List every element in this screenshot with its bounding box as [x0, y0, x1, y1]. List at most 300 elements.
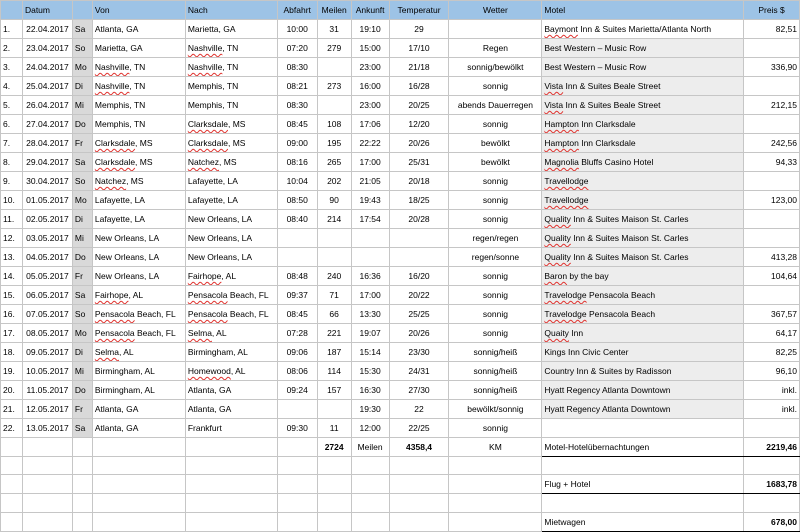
- row-number[interactable]: 9.: [1, 172, 23, 191]
- empty-cell[interactable]: [72, 494, 92, 512]
- total-km[interactable]: 4358,4: [389, 438, 449, 457]
- price-cell[interactable]: 336,90: [744, 58, 800, 77]
- weather-cell[interactable]: regen/sonne: [449, 248, 542, 267]
- weekday-cell[interactable]: Mo: [72, 58, 92, 77]
- price-cell[interactable]: 413,28: [744, 248, 800, 267]
- from-cell[interactable]: Natchez, MS: [92, 172, 185, 191]
- to-cell[interactable]: Lafayette, LA: [185, 172, 277, 191]
- from-cell[interactable]: Birmingham, AL: [92, 362, 185, 381]
- miles-cell[interactable]: 90: [317, 191, 351, 210]
- row-number[interactable]: 20.: [1, 381, 23, 400]
- temperature-cell[interactable]: 24/31: [389, 362, 449, 381]
- weekday-cell[interactable]: Do: [72, 248, 92, 267]
- summary-label[interactable]: Flug + Hotel: [542, 475, 744, 494]
- empty-cell[interactable]: [449, 475, 542, 494]
- empty-cell[interactable]: [185, 457, 277, 475]
- empty-cell[interactable]: [317, 457, 351, 475]
- to-cell[interactable]: Pensacola Beach, FL: [185, 305, 277, 324]
- weather-cell[interactable]: sonnig/bewölkt: [449, 58, 542, 77]
- weather-cell[interactable]: sonnig/heiß: [449, 362, 542, 381]
- weather-cell[interactable]: abends Dauerregen: [449, 96, 542, 115]
- temperature-cell[interactable]: 20/18: [389, 172, 449, 191]
- empty-cell[interactable]: [92, 512, 185, 531]
- arrival-cell[interactable]: 19:10: [351, 20, 389, 39]
- temperature-cell[interactable]: 16/20: [389, 267, 449, 286]
- price-cell[interactable]: 82,25: [744, 343, 800, 362]
- date-cell[interactable]: 06.05.2017: [22, 286, 72, 305]
- temperature-cell[interactable]: 22/25: [389, 419, 449, 438]
- weekday-cell[interactable]: Mi: [72, 229, 92, 248]
- temperature-cell[interactable]: 27/30: [389, 381, 449, 400]
- col-date-header[interactable]: Datum: [22, 1, 72, 20]
- departure-cell[interactable]: 08:50: [277, 191, 317, 210]
- empty-cell[interactable]: [389, 512, 449, 531]
- arrival-cell[interactable]: 19:43: [351, 191, 389, 210]
- to-cell[interactable]: New Orleans, LA: [185, 229, 277, 248]
- col-day-header[interactable]: [72, 1, 92, 20]
- to-cell[interactable]: Marietta, GA: [185, 20, 277, 39]
- empty-cell[interactable]: [351, 512, 389, 531]
- weather-cell[interactable]: bewölkt: [449, 153, 542, 172]
- summary-value[interactable]: 2219,46: [744, 438, 800, 457]
- price-cell[interactable]: 104,64: [744, 267, 800, 286]
- weekday-cell[interactable]: Mo: [72, 324, 92, 343]
- to-cell[interactable]: Memphis, TN: [185, 96, 277, 115]
- from-cell[interactable]: New Orleans, LA: [92, 229, 185, 248]
- motel-cell[interactable]: Quaity Inn: [542, 324, 744, 343]
- weather-cell[interactable]: sonnig: [449, 324, 542, 343]
- row-number[interactable]: 4.: [1, 77, 23, 96]
- miles-cell[interactable]: 221: [317, 324, 351, 343]
- to-cell[interactable]: Natchez, MS: [185, 153, 277, 172]
- date-cell[interactable]: 11.05.2017: [22, 381, 72, 400]
- empty-cell[interactable]: [744, 457, 800, 475]
- temperature-cell[interactable]: 21/18: [389, 58, 449, 77]
- date-cell[interactable]: 12.05.2017: [22, 400, 72, 419]
- price-cell[interactable]: 64,17: [744, 324, 800, 343]
- miles-cell[interactable]: 187: [317, 343, 351, 362]
- arrival-cell[interactable]: 12:00: [351, 419, 389, 438]
- departure-cell[interactable]: 08:16: [277, 153, 317, 172]
- to-cell[interactable]: Lafayette, LA: [185, 191, 277, 210]
- date-cell[interactable]: 27.04.2017: [22, 115, 72, 134]
- departure-cell[interactable]: 07:20: [277, 39, 317, 58]
- date-cell[interactable]: 23.04.2017: [22, 39, 72, 58]
- to-cell[interactable]: New Orleans, LA: [185, 248, 277, 267]
- to-cell[interactable]: Pensacola Beach, FL: [185, 286, 277, 305]
- to-cell[interactable]: New Orleans, LA: [185, 210, 277, 229]
- from-cell[interactable]: Clarksdale, MS: [92, 134, 185, 153]
- motel-cell[interactable]: Vista Inn & Suites Beale Street: [542, 77, 744, 96]
- weather-cell[interactable]: sonnig: [449, 115, 542, 134]
- col-arr-header[interactable]: Ankunft: [351, 1, 389, 20]
- weekday-cell[interactable]: Di: [72, 210, 92, 229]
- miles-cell[interactable]: [317, 96, 351, 115]
- motel-cell[interactable]: Quality Inn & Suites Maison St. Carles: [542, 210, 744, 229]
- empty-cell[interactable]: [22, 438, 72, 457]
- from-cell[interactable]: Atlanta, GA: [92, 20, 185, 39]
- weather-cell[interactable]: sonnig/heiß: [449, 343, 542, 362]
- price-cell[interactable]: 242,56: [744, 134, 800, 153]
- row-number[interactable]: 16.: [1, 305, 23, 324]
- departure-cell[interactable]: 08:30: [277, 96, 317, 115]
- col-motel-header[interactable]: Motel: [542, 1, 744, 20]
- empty-cell[interactable]: [1, 475, 23, 494]
- from-cell[interactable]: Memphis, TN: [92, 96, 185, 115]
- from-cell[interactable]: Memphis, TN: [92, 115, 185, 134]
- weather-cell[interactable]: sonnig: [449, 305, 542, 324]
- departure-cell[interactable]: 09:24: [277, 381, 317, 400]
- weekday-cell[interactable]: Fr: [72, 267, 92, 286]
- empty-cell[interactable]: [1, 438, 23, 457]
- weekday-cell[interactable]: Mi: [72, 96, 92, 115]
- empty-cell[interactable]: [389, 494, 449, 512]
- from-cell[interactable]: Fairhope, AL: [92, 286, 185, 305]
- departure-cell[interactable]: 08:21: [277, 77, 317, 96]
- temperature-cell[interactable]: 12/20: [389, 115, 449, 134]
- date-cell[interactable]: 26.04.2017: [22, 96, 72, 115]
- empty-cell[interactable]: [351, 494, 389, 512]
- empty-cell[interactable]: [277, 494, 317, 512]
- miles-cell[interactable]: 108: [317, 115, 351, 134]
- weekday-cell[interactable]: Sa: [72, 20, 92, 39]
- total-miles-label[interactable]: Meilen: [351, 438, 389, 457]
- arrival-cell[interactable]: 15:14: [351, 343, 389, 362]
- summary-value[interactable]: 678,00: [744, 512, 800, 531]
- empty-cell[interactable]: [22, 494, 72, 512]
- miles-cell[interactable]: 66: [317, 305, 351, 324]
- arrival-cell[interactable]: [351, 229, 389, 248]
- departure-cell[interactable]: 08:40: [277, 210, 317, 229]
- weather-cell[interactable]: sonnig/heiß: [449, 381, 542, 400]
- price-cell[interactable]: inkl.: [744, 400, 800, 419]
- from-cell[interactable]: New Orleans, LA: [92, 267, 185, 286]
- empty-cell[interactable]: [317, 475, 351, 494]
- weekday-cell[interactable]: Sa: [72, 153, 92, 172]
- row-number[interactable]: 13.: [1, 248, 23, 267]
- miles-cell[interactable]: 279: [317, 39, 351, 58]
- to-cell[interactable]: Fairhope, AL: [185, 267, 277, 286]
- row-number[interactable]: 14.: [1, 267, 23, 286]
- miles-cell[interactable]: 114: [317, 362, 351, 381]
- empty-cell[interactable]: [92, 457, 185, 475]
- empty-cell[interactable]: [72, 457, 92, 475]
- arrival-cell[interactable]: 19:30: [351, 400, 389, 419]
- temperature-cell[interactable]: 20/26: [389, 324, 449, 343]
- row-number[interactable]: 1.: [1, 20, 23, 39]
- col-from-header[interactable]: Von: [92, 1, 185, 20]
- arrival-cell[interactable]: 17:00: [351, 286, 389, 305]
- price-cell[interactable]: 82,51: [744, 20, 800, 39]
- to-cell[interactable]: Nashville, TN: [185, 58, 277, 77]
- empty-cell[interactable]: [1, 512, 23, 531]
- price-cell[interactable]: inkl.: [744, 381, 800, 400]
- col-nr-header[interactable]: [1, 1, 23, 20]
- row-number[interactable]: 5.: [1, 96, 23, 115]
- from-cell[interactable]: Clarksdale, MS: [92, 153, 185, 172]
- empty-cell[interactable]: [72, 438, 92, 457]
- empty-cell[interactable]: [72, 512, 92, 531]
- miles-cell[interactable]: 240: [317, 267, 351, 286]
- weather-cell[interactable]: sonnig: [449, 172, 542, 191]
- empty-cell[interactable]: [351, 457, 389, 475]
- arrival-cell[interactable]: 13:30: [351, 305, 389, 324]
- from-cell[interactable]: Birmingham, AL: [92, 381, 185, 400]
- temperature-cell[interactable]: 20/26: [389, 134, 449, 153]
- temperature-cell[interactable]: [389, 229, 449, 248]
- price-cell[interactable]: [744, 115, 800, 134]
- empty-cell[interactable]: [92, 475, 185, 494]
- empty-cell[interactable]: [277, 457, 317, 475]
- price-cell[interactable]: [744, 39, 800, 58]
- miles-cell[interactable]: 195: [317, 134, 351, 153]
- total-km-label[interactable]: KM: [449, 438, 542, 457]
- col-price-header[interactable]: Preis $: [744, 1, 800, 20]
- from-cell[interactable]: New Orleans, LA: [92, 248, 185, 267]
- empty-cell[interactable]: [185, 438, 277, 457]
- row-number[interactable]: 19.: [1, 362, 23, 381]
- arrival-cell[interactable]: 21:05: [351, 172, 389, 191]
- arrival-cell[interactable]: 15:00: [351, 39, 389, 58]
- to-cell[interactable]: Atlanta, GA: [185, 400, 277, 419]
- empty-cell[interactable]: [744, 494, 800, 512]
- weather-cell[interactable]: sonnig: [449, 267, 542, 286]
- arrival-cell[interactable]: 16:00: [351, 77, 389, 96]
- temperature-cell[interactable]: [389, 248, 449, 267]
- weather-cell[interactable]: sonnig: [449, 191, 542, 210]
- row-number[interactable]: 11.: [1, 210, 23, 229]
- temperature-cell[interactable]: 16/28: [389, 77, 449, 96]
- weather-cell[interactable]: sonnig: [449, 77, 542, 96]
- empty-cell[interactable]: [1, 457, 23, 475]
- col-temp-header[interactable]: Temperatur: [389, 1, 449, 20]
- row-number[interactable]: 3.: [1, 58, 23, 77]
- empty-cell[interactable]: [389, 457, 449, 475]
- motel-cell[interactable]: Best Western – Music Row: [542, 58, 744, 77]
- date-cell[interactable]: 30.04.2017: [22, 172, 72, 191]
- from-cell[interactable]: Lafayette, LA: [92, 191, 185, 210]
- miles-cell[interactable]: [317, 58, 351, 77]
- weather-cell[interactable]: [449, 20, 542, 39]
- empty-cell[interactable]: [22, 475, 72, 494]
- to-cell[interactable]: Atlanta, GA: [185, 381, 277, 400]
- motel-cell[interactable]: Hyatt Regency Atlanta Downtown: [542, 381, 744, 400]
- motel-cell[interactable]: Quality Inn & Suites Maison St. Carles: [542, 229, 744, 248]
- departure-cell[interactable]: 08:06: [277, 362, 317, 381]
- date-cell[interactable]: 02.05.2017: [22, 210, 72, 229]
- motel-cell[interactable]: [542, 172, 744, 191]
- motel-cell[interactable]: [542, 191, 744, 210]
- arrival-cell[interactable]: 23:00: [351, 96, 389, 115]
- arrival-cell[interactable]: 16:36: [351, 267, 389, 286]
- departure-cell[interactable]: [277, 400, 317, 419]
- miles-cell[interactable]: 157: [317, 381, 351, 400]
- departure-cell[interactable]: 08:45: [277, 115, 317, 134]
- date-cell[interactable]: 29.04.2017: [22, 153, 72, 172]
- empty-cell[interactable]: [185, 475, 277, 494]
- from-cell[interactable]: Pensacola Beach, FL: [92, 324, 185, 343]
- empty-cell[interactable]: [542, 494, 744, 512]
- temperature-cell[interactable]: 29: [389, 20, 449, 39]
- to-cell[interactable]: Memphis, TN: [185, 77, 277, 96]
- motel-cell[interactable]: Hyatt Regency Atlanta Downtown: [542, 400, 744, 419]
- weather-cell[interactable]: sonnig: [449, 210, 542, 229]
- date-cell[interactable]: 05.05.2017: [22, 267, 72, 286]
- motel-cell[interactable]: Country Inn & Suites by Radisson: [542, 362, 744, 381]
- empty-cell[interactable]: [277, 438, 317, 457]
- departure-cell[interactable]: 08:30: [277, 58, 317, 77]
- col-dep-header[interactable]: Abfahrt: [277, 1, 317, 20]
- motel-cell[interactable]: Travelodge Pensacola Beach: [542, 286, 744, 305]
- temperature-cell[interactable]: 25/25: [389, 305, 449, 324]
- empty-cell[interactable]: [542, 457, 744, 475]
- miles-cell[interactable]: [317, 248, 351, 267]
- date-cell[interactable]: 24.04.2017: [22, 58, 72, 77]
- motel-cell[interactable]: Baymont Inn & Suites Marietta/Atlanta North: [542, 20, 744, 39]
- date-cell[interactable]: 01.05.2017: [22, 191, 72, 210]
- col-miles-header[interactable]: Meilen: [317, 1, 351, 20]
- date-cell[interactable]: 22.04.2017: [22, 20, 72, 39]
- motel-cell[interactable]: Vista Inn & Suites Beale Street: [542, 96, 744, 115]
- row-number[interactable]: 8.: [1, 153, 23, 172]
- summary-label[interactable]: Motel-Hotelübernachtungen: [542, 438, 744, 457]
- row-number[interactable]: 15.: [1, 286, 23, 305]
- row-number[interactable]: 2.: [1, 39, 23, 58]
- departure-cell[interactable]: 09:37: [277, 286, 317, 305]
- weather-cell[interactable]: sonnig: [449, 286, 542, 305]
- to-cell[interactable]: Selma, AL: [185, 324, 277, 343]
- empty-cell[interactable]: [449, 512, 542, 531]
- row-number[interactable]: 6.: [1, 115, 23, 134]
- from-cell[interactable]: Nashville, TN: [92, 77, 185, 96]
- temperature-cell[interactable]: 20/25: [389, 96, 449, 115]
- departure-cell[interactable]: 08:45: [277, 305, 317, 324]
- empty-cell[interactable]: [72, 475, 92, 494]
- empty-cell[interactable]: [22, 512, 72, 531]
- from-cell[interactable]: Lafayette, LA: [92, 210, 185, 229]
- weekday-cell[interactable]: So: [72, 39, 92, 58]
- motel-cell[interactable]: Travelodge Pensacola Beach: [542, 305, 744, 324]
- row-number[interactable]: 17.: [1, 324, 23, 343]
- empty-cell[interactable]: [277, 512, 317, 531]
- empty-cell[interactable]: [1, 494, 23, 512]
- departure-cell[interactable]: 09:06: [277, 343, 317, 362]
- to-cell[interactable]: Homewood, AL: [185, 362, 277, 381]
- weekday-cell[interactable]: Sa: [72, 286, 92, 305]
- weekday-cell[interactable]: Mo: [72, 191, 92, 210]
- miles-cell[interactable]: 214: [317, 210, 351, 229]
- temperature-cell[interactable]: 25/31: [389, 153, 449, 172]
- row-number[interactable]: 21.: [1, 400, 23, 419]
- arrival-cell[interactable]: 17:54: [351, 210, 389, 229]
- arrival-cell[interactable]: 16:30: [351, 381, 389, 400]
- miles-cell[interactable]: 273: [317, 77, 351, 96]
- empty-cell[interactable]: [22, 457, 72, 475]
- temperature-cell[interactable]: 23/30: [389, 343, 449, 362]
- date-cell[interactable]: 13.05.2017: [22, 419, 72, 438]
- weather-cell[interactable]: bewölkt/sonnig: [449, 400, 542, 419]
- departure-cell[interactable]: 10:04: [277, 172, 317, 191]
- weather-cell[interactable]: sonnig: [449, 419, 542, 438]
- to-cell[interactable]: Birmingham, AL: [185, 343, 277, 362]
- date-cell[interactable]: 10.05.2017: [22, 362, 72, 381]
- date-cell[interactable]: 09.05.2017: [22, 343, 72, 362]
- empty-cell[interactable]: [449, 457, 542, 475]
- date-cell[interactable]: 08.05.2017: [22, 324, 72, 343]
- arrival-cell[interactable]: 17:00: [351, 153, 389, 172]
- miles-cell[interactable]: 265: [317, 153, 351, 172]
- departure-cell[interactable]: [277, 248, 317, 267]
- price-cell[interactable]: [744, 419, 800, 438]
- row-number[interactable]: 22.: [1, 419, 23, 438]
- empty-cell[interactable]: [317, 494, 351, 512]
- from-cell[interactable]: Nashville, TN: [92, 58, 185, 77]
- motel-cell[interactable]: Baron by the bay: [542, 267, 744, 286]
- motel-cell[interactable]: Kings Inn Civic Center: [542, 343, 744, 362]
- row-number[interactable]: 18.: [1, 343, 23, 362]
- date-cell[interactable]: 25.04.2017: [22, 77, 72, 96]
- motel-cell[interactable]: Magnolia Bluffs Casino Hotel: [542, 153, 744, 172]
- weather-cell[interactable]: regen/regen: [449, 229, 542, 248]
- departure-cell[interactable]: 09:00: [277, 134, 317, 153]
- from-cell[interactable]: Atlanta, GA: [92, 400, 185, 419]
- date-cell[interactable]: 28.04.2017: [22, 134, 72, 153]
- weekday-cell[interactable]: Di: [72, 343, 92, 362]
- weekday-cell[interactable]: Do: [72, 381, 92, 400]
- price-cell[interactable]: [744, 210, 800, 229]
- weekday-cell[interactable]: Do: [72, 115, 92, 134]
- row-number[interactable]: 12.: [1, 229, 23, 248]
- from-cell[interactable]: Selma, AL: [92, 343, 185, 362]
- empty-cell[interactable]: [185, 494, 277, 512]
- departure-cell[interactable]: 10:00: [277, 20, 317, 39]
- arrival-cell[interactable]: 22:22: [351, 134, 389, 153]
- summary-value[interactable]: 1683,78: [744, 475, 800, 494]
- miles-cell[interactable]: 31: [317, 20, 351, 39]
- temperature-cell[interactable]: 20/22: [389, 286, 449, 305]
- col-weather-header[interactable]: Wetter: [449, 1, 542, 20]
- empty-cell[interactable]: [92, 494, 185, 512]
- departure-cell[interactable]: [277, 229, 317, 248]
- temperature-cell[interactable]: 20/28: [389, 210, 449, 229]
- price-cell[interactable]: [744, 77, 800, 96]
- to-cell[interactable]: Nashville, TN: [185, 39, 277, 58]
- price-cell[interactable]: 96,10: [744, 362, 800, 381]
- date-cell[interactable]: 04.05.2017: [22, 248, 72, 267]
- empty-cell[interactable]: [389, 475, 449, 494]
- col-to-header[interactable]: Nach: [185, 1, 277, 20]
- to-cell[interactable]: Clarksdale, MS: [185, 115, 277, 134]
- departure-cell[interactable]: 09:30: [277, 419, 317, 438]
- motel-cell[interactable]: Hampton Inn Clarksdale: [542, 134, 744, 153]
- weekday-cell[interactable]: Sa: [72, 419, 92, 438]
- price-cell[interactable]: [744, 172, 800, 191]
- temperature-cell[interactable]: 17/10: [389, 39, 449, 58]
- from-cell[interactable]: Marietta, GA: [92, 39, 185, 58]
- miles-cell[interactable]: [317, 229, 351, 248]
- empty-cell[interactable]: [277, 475, 317, 494]
- miles-cell[interactable]: 202: [317, 172, 351, 191]
- motel-cell[interactable]: Best Western – Music Row: [542, 39, 744, 58]
- departure-cell[interactable]: 08:48: [277, 267, 317, 286]
- price-cell[interactable]: 94,33: [744, 153, 800, 172]
- to-cell[interactable]: Clarksdale, MS: [185, 134, 277, 153]
- empty-cell[interactable]: [92, 438, 185, 457]
- miles-cell[interactable]: 71: [317, 286, 351, 305]
- row-number[interactable]: 10.: [1, 191, 23, 210]
- departure-cell[interactable]: 07:28: [277, 324, 317, 343]
- motel-cell[interactable]: [542, 419, 744, 438]
